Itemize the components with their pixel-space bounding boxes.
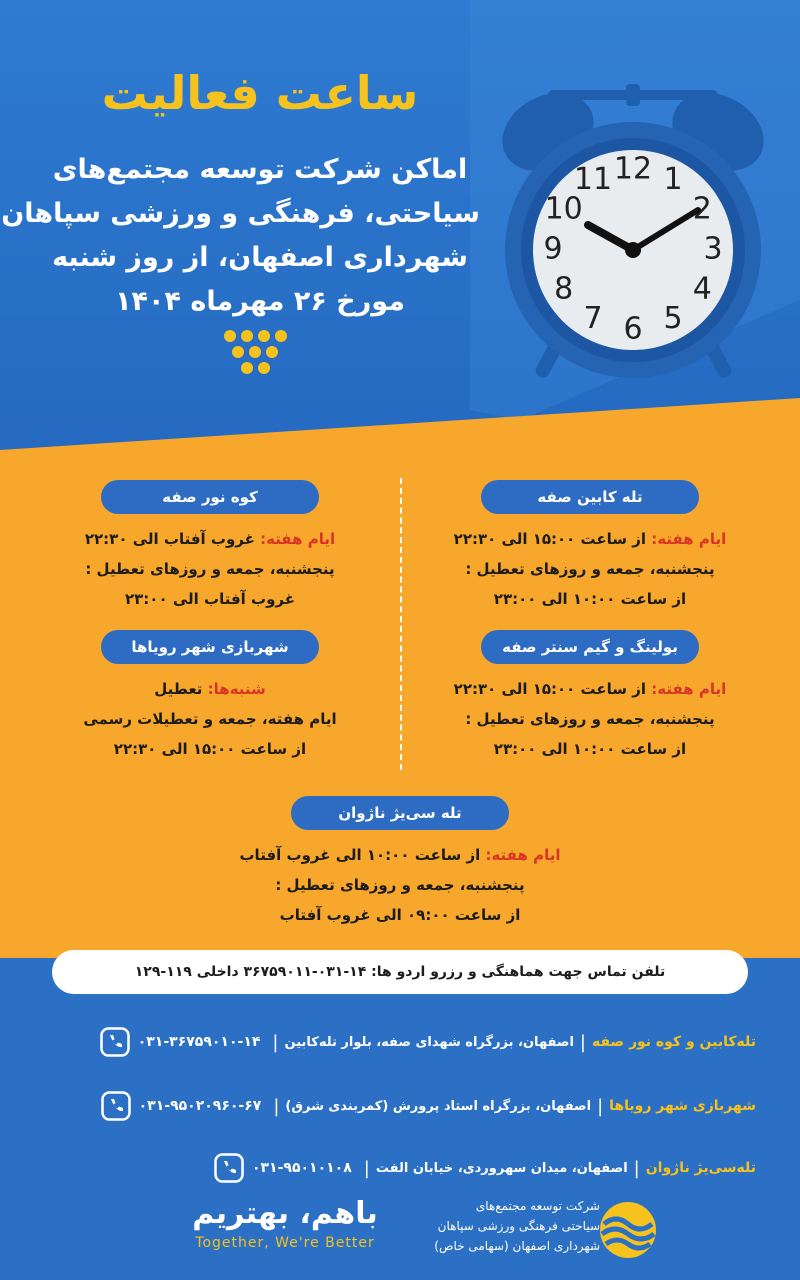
- clock-number: 6: [623, 311, 643, 347]
- clock-number: 4: [692, 271, 712, 307]
- clock-number: 3: [703, 231, 723, 267]
- clock-number: 11: [573, 162, 613, 198]
- clock-number: 5: [663, 300, 683, 336]
- alarm-clock-icon: [488, 70, 778, 410]
- venue-shahr-bazi: [20, 630, 400, 764]
- slogan-english: Together, We're Better: [195, 1235, 375, 1251]
- company-logo-icon: [596, 1198, 660, 1262]
- subtitle-line: شهرداری اصفهان، از روز شنبه: [52, 242, 468, 273]
- venue-line: [20, 524, 400, 554]
- venue-title: شهربازی شهر رویاها: [101, 630, 319, 664]
- address-separator: |: [633, 1157, 640, 1179]
- page-title: ساعت فعالیت: [101, 66, 419, 120]
- subtitle-line: سیاحتی، فرهنگی و ورزشی سپاهان: [1, 198, 480, 229]
- clock-number: 12: [613, 151, 653, 187]
- subtitle-line: اماکن شرکت توسعه مجتمع‌های: [52, 154, 468, 185]
- venue-line-label: ایام هفته:: [651, 530, 727, 548]
- clock-number: 2: [692, 191, 712, 227]
- venue-line: پنجشنبه، جمعه و روزهای تعطیل :: [85, 560, 335, 578]
- phone-icon[interactable]: [100, 1027, 130, 1057]
- phone-icon[interactable]: [214, 1153, 244, 1183]
- venue-title: بولینگ و گیم سنتر صفه: [481, 630, 699, 664]
- dots-triangle-icon: [222, 328, 292, 380]
- clock-number: 9: [543, 231, 563, 267]
- venue-line-value: غروب آفتاب الی ۲۲:۳۰: [84, 530, 261, 548]
- contact-phone-bar[interactable]: تلفن تماس جهت هماهنگی و رزرو اردو ها: ۱۴-۰۳۱-۳۶۷۵۹۰۱۱ داخلی ۱۱۹-۱۲۹: [52, 950, 748, 994]
- address-phone[interactable]: ۰۳۱-۹۵۰۱۰۱۰۸: [251, 1160, 352, 1176]
- address-phone[interactable]: ۰۳۱-۳۶۷۵۹۰۱۰-۱۴: [137, 1034, 261, 1050]
- company-line: شرکت توسعه مجتمع‌های: [475, 1199, 600, 1213]
- venue-kooh-noor: [20, 480, 400, 614]
- address-separator: |: [272, 1031, 279, 1053]
- venue-tele-cabin: [400, 480, 780, 614]
- company-line: شهرداری اصفهان (سهامی خاص): [434, 1239, 600, 1253]
- hero-section: [0, 0, 800, 460]
- venue-line: ایام هفته، جمعه و تعطیلات رسمی: [83, 710, 337, 728]
- slogan: [170, 1196, 400, 1251]
- address-row: [48, 1148, 756, 1188]
- venue-line-label: ایام هفته:: [260, 530, 336, 548]
- clock-number: 1: [663, 162, 683, 198]
- address-separator: |: [363, 1157, 370, 1179]
- venue-line: از ساعت ۱۰:۰۰ الی ۲۳:۰۰: [493, 590, 687, 608]
- venue-line: از ساعت ۰۹:۰۰ الی غروب آفتاب: [279, 906, 521, 924]
- subtitle-line: مورخ ۲۶ مهرماه ۱۴۰۴: [115, 286, 405, 317]
- venue-title: کوه نور صفه: [101, 480, 319, 514]
- clock-number: 10: [544, 191, 583, 227]
- venue-line: [20, 674, 400, 704]
- address-phone[interactable]: ۰۳۱-۹۵۰۲۰۹۶۰-۶۷: [138, 1098, 262, 1114]
- venue-line: پنجشنبه، جمعه و روزهای تعطیل :: [465, 560, 715, 578]
- venue-title: تله سی‌یژ ناژوان: [291, 796, 509, 830]
- venue-line-value: از ساعت ۱۰:۰۰ الی غروب آفتاب: [239, 846, 486, 864]
- address-venue-name: شهربازی شهر رویاها: [609, 1098, 756, 1114]
- address-row: [48, 1022, 756, 1062]
- company-name: [400, 1196, 600, 1256]
- venue-line: پنجشنبه، جمعه و روزهای تعطیل :: [465, 710, 715, 728]
- address-separator: |: [597, 1095, 604, 1117]
- venue-line: [400, 524, 780, 554]
- clock-number: 8: [554, 271, 574, 307]
- venue-line-label: شنبه‌ها:: [207, 680, 266, 698]
- venue-line: غروب آفتاب الی ۲۳:۰۰: [124, 590, 295, 608]
- venue-line: پنجشنبه، جمعه و روزهای تعطیل :: [275, 876, 525, 894]
- venue-line-value: از ساعت ۱۵:۰۰ الی ۲۲:۳۰: [453, 680, 652, 698]
- company-line: سیاحتی فرهنگی ورزشی سپاهان: [437, 1219, 600, 1233]
- venue-line: [400, 674, 780, 704]
- address-text: اصفهان، بزرگراه شهدای صفه، بلوار تله‌کابین: [284, 1034, 574, 1050]
- venue-line-label: ایام هفته:: [651, 680, 727, 698]
- subtitle: [1, 148, 480, 324]
- address-text: اصفهان، بزرگراه استاد پرورش (کمربندی شرق): [285, 1098, 592, 1114]
- address-venue-name: تله‌سی‌یژ ناژوان: [645, 1160, 756, 1176]
- venue-bowling: [400, 630, 780, 764]
- venue-line-label: ایام هفته:: [485, 846, 561, 864]
- venue-line: از ساعت ۱۰:۰۰ الی ۲۳:۰۰: [493, 740, 687, 758]
- address-separator: |: [273, 1095, 280, 1117]
- address-separator: |: [579, 1031, 586, 1053]
- venue-line-value: تعطیل: [154, 680, 208, 698]
- address-venue-name: تله‌کابین و کوه نور صفه: [591, 1034, 756, 1050]
- venue-line: [210, 840, 590, 870]
- address-row: [48, 1086, 756, 1126]
- venue-tele-siege: [210, 796, 590, 930]
- venue-line: از ساعت ۱۵:۰۰ الی ۲۲:۳۰: [113, 740, 307, 758]
- phone-icon[interactable]: [101, 1091, 131, 1121]
- address-text: اصفهان، میدان سهروردی، خیابان الفت: [375, 1160, 628, 1176]
- venue-title: تله کابین صفه: [481, 480, 699, 514]
- slogan-persian: باهم، بهتریم: [192, 1196, 378, 1231]
- clock-number: 7: [583, 300, 603, 336]
- venue-line-value: از ساعت ۱۵:۰۰ الی ۲۲:۳۰: [453, 530, 652, 548]
